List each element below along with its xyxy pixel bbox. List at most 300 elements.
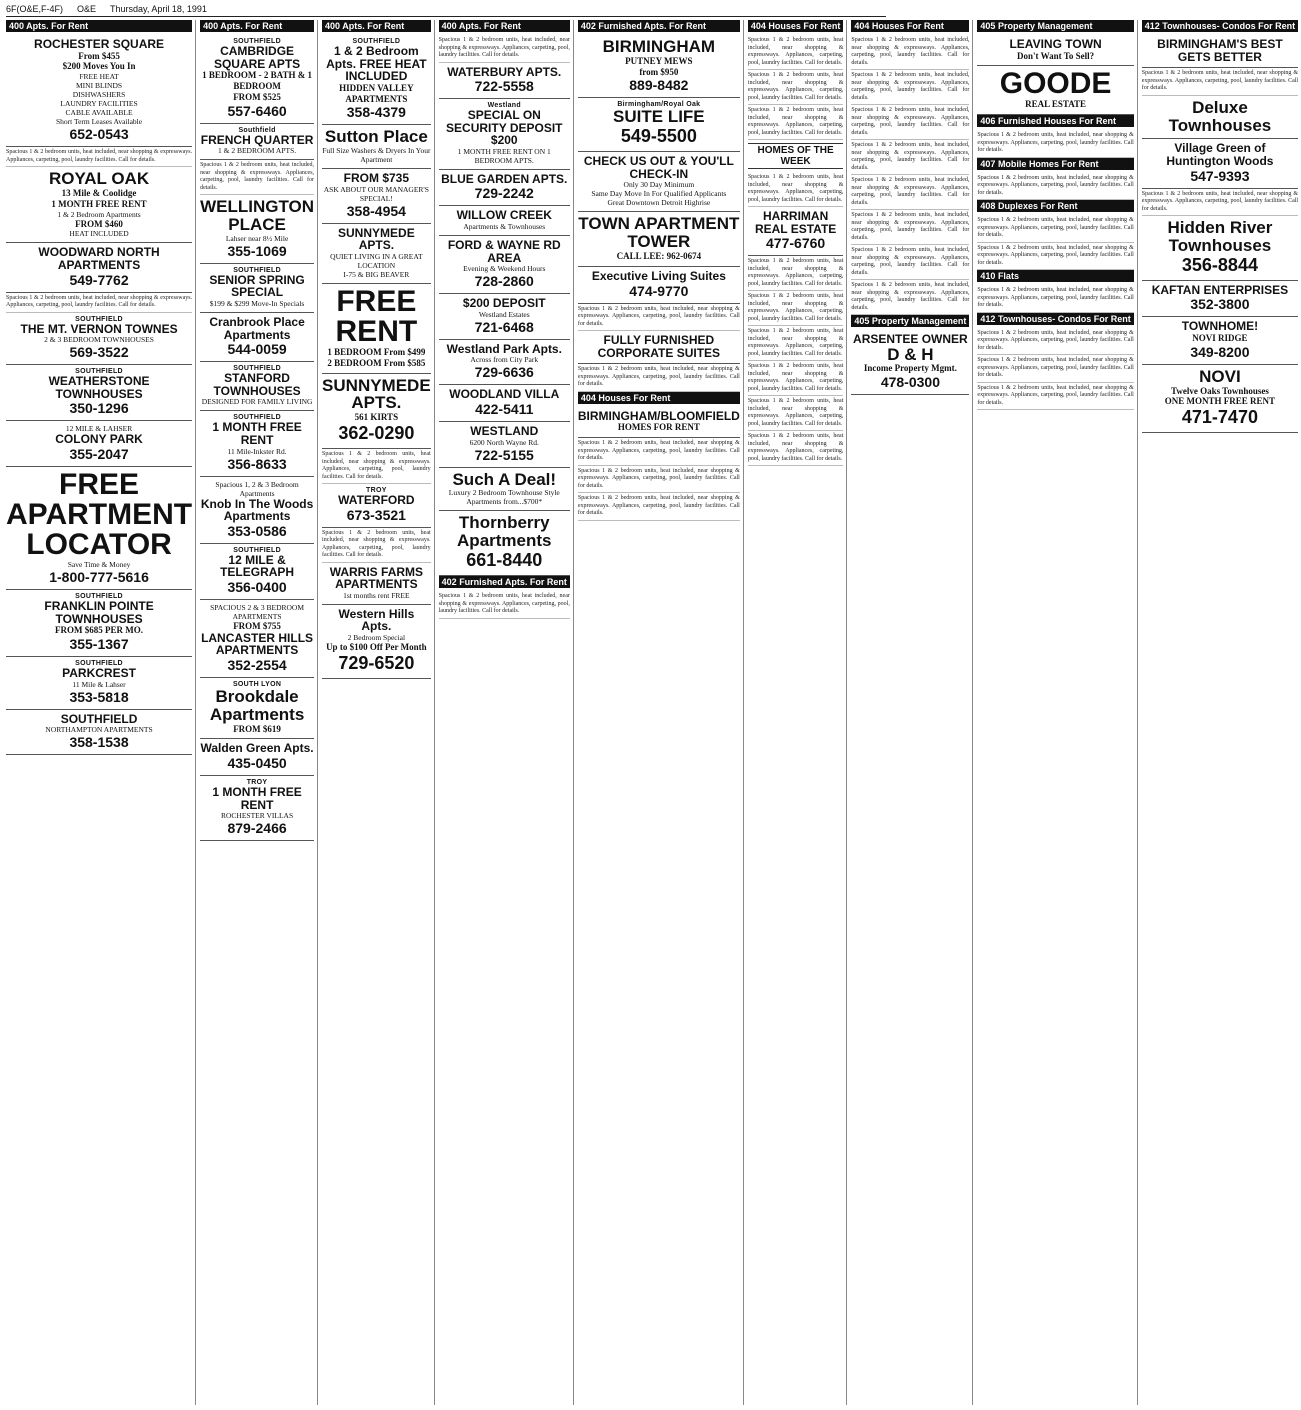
ad-blue-garden [439, 170, 570, 207]
ad-name: WEATHERSTONE TOWNHOUSES [48, 374, 150, 401]
ad-name: WOODWARD NORTH APARTMENTS [38, 245, 160, 273]
ad-name: THE MT. VERNON TOWNES [20, 321, 178, 336]
ad-phone: 722-5558 [474, 78, 534, 95]
ad-name: WESTLAND [470, 424, 539, 439]
classified-text: Spacious 1 & 2 bedroom units, heat included, near shopping & expressways. Appliances, carpeting, pool, laundry facilities. Call for details. [977, 243, 1133, 271]
ad-deluxe-townhouses [1142, 96, 1298, 140]
ad-ford-wayne [439, 236, 570, 294]
ad-phone: 353-5818 [69, 688, 129, 705]
ad-phone: 356-0400 [227, 578, 287, 595]
column-1 [6, 20, 196, 1405]
ad-line: DISHWASHERS [72, 90, 126, 100]
ad-inkster-free-rent [200, 411, 314, 476]
ad-name: Thornberry Apartments [457, 513, 552, 551]
ad-line: HOMES FOR RENT [617, 422, 700, 433]
column-5 [578, 20, 744, 1405]
ad-phone: 358-4379 [346, 104, 406, 121]
ad-line: Luxury 2 Bedroom Townhouse Style Apartments from...$700* [448, 488, 560, 507]
classified-text: Spacious 1 & 2 bedroom units, heat included, near shopping & expressways. Appliances, carpeting, pool, laundry facilities. Call for details. [977, 355, 1133, 383]
ad-phone: 356-8844 [1181, 254, 1258, 275]
ad-name: FREE RENT [335, 285, 418, 348]
ad-name: PARKCREST [62, 665, 136, 680]
ad-location: Westland [487, 102, 521, 110]
ad-name: SUNNYMEDE APTS. [322, 375, 431, 413]
ad-royal-oak [6, 167, 192, 243]
ad-name: FREE APARTMENT LOCATOR [6, 467, 193, 561]
ad-line: LAUNDRY FACILITIES [60, 99, 138, 109]
ad-line: MINI BLINDS [76, 81, 123, 91]
ad-phone: 358-1538 [69, 734, 129, 751]
ad-line: 2 & 3 BEDROOM TOWNHOUSES [44, 335, 154, 345]
ad-thornberry [439, 511, 570, 576]
ad-phone: 358-4954 [346, 202, 406, 219]
ad-line: REAL ESTATE [1025, 99, 1087, 110]
ad-line: Great Downtown Detroit Highrise [607, 198, 711, 208]
ad-line: 1 BEDROOM - 2 BATH & 1 BEDROOM [202, 70, 312, 91]
column-3 [322, 20, 435, 1405]
ad-woodward-north [6, 243, 192, 292]
ad-line: Evening & Weekend Hours [463, 264, 546, 274]
ad-name: BIRMINGHAM [602, 37, 716, 56]
ad-waterford [322, 484, 431, 528]
classified-text: Spacious 1 & 2 bedroom units, heat included, near shopping & expressways. Appliances, carpeting, pool, laundry facilities. Call for details. [748, 35, 844, 70]
ad-name: FORD & WAYNE RD AREA [447, 238, 561, 265]
ad-suite-life [578, 98, 740, 152]
ad-location: SOUTHFIELD [233, 365, 281, 373]
section-header: 406 Furnished Houses For Rent [977, 115, 1133, 127]
ad-line: $200 Moves You In [62, 61, 136, 72]
ad-name: KAFTAN ENTERPRISES [1151, 282, 1289, 297]
ad-phone: 879-2466 [227, 820, 287, 837]
ad-phone: 352-2554 [227, 656, 287, 673]
ad-leaving-town [977, 35, 1133, 66]
classified-text: Spacious 1 & 2 bedroom units, heat included, near shopping & expressways. Appliances, carpeting, pool, laundry facilities. Call for details. [748, 70, 844, 105]
ad-line: SPACIOUS 2 & 3 BEDROOM APARTMENTS [210, 602, 305, 621]
ad-line: NORTHAMPTON APARTMENTS [45, 725, 153, 735]
ad-location: TROY [246, 779, 268, 787]
ad-name: FROM $735 [343, 171, 410, 186]
ad-line: 1st months rent FREE [343, 590, 410, 600]
ad-line: from $950 [639, 66, 679, 77]
ad-name: Executive Living Suites [591, 268, 726, 283]
ad-phone: 471-7470 [1181, 407, 1258, 428]
paper-name: O&E [77, 4, 97, 14]
ad-line: FROM $460 [75, 218, 123, 229]
ad-phone: 352-3800 [1190, 296, 1250, 313]
section-header: 400 Apts. For Rent [200, 20, 314, 32]
ad-senior-spring [200, 264, 314, 313]
ad-birmingham-homes [578, 407, 740, 438]
ad-phone: 652-0543 [69, 126, 129, 143]
section-header: 400 Apts. For Rent [439, 20, 570, 32]
section-header: 407 Mobile Homes For Rent [977, 158, 1133, 170]
ad-phone: 353-0586 [227, 522, 287, 539]
ad-line: ONE MONTH FREE RENT [1164, 396, 1276, 407]
ad-line: FROM $755 [233, 620, 281, 631]
ad-name: Hidden River Townhouses [1167, 218, 1273, 255]
ad-phone: 1-800-777-5616 [49, 568, 149, 585]
section-header: 402 Furnished Apts. For Rent [439, 576, 570, 588]
classified-text: Spacious 1 & 2 bedroom units, heat included, near shopping & expressways. Appliances, carpeting, pool, laundry facilities. Call for details. [578, 304, 740, 332]
ad-birmingham-best [1142, 35, 1298, 68]
ad-line: Apartments & Townhouses [463, 222, 546, 232]
ad-line: FROM $685 PER MO. [55, 625, 144, 636]
ad-name: WATERBURY APTS. [447, 64, 562, 79]
ad-line: 12 MILE & LAHSER [65, 424, 133, 434]
classified-text: Spacious 1 & 2 bedroom units, heat included, near shopping & expressways. Appliances, carpeting, pool, laundry facilities. Call for details. [748, 105, 844, 140]
classified-text: Spacious 1 & 2 bedroom units, heat included, near shopping & expressways. Appliances, carpeting, pool, laundry facilities. Call for details. [6, 293, 192, 313]
ad-line: Income Property Mgmt. [863, 363, 957, 374]
ad-name: LANCASTER HILLS APARTMENTS [201, 630, 314, 658]
ad-name: WILLOW CREEK [456, 208, 552, 223]
classified-text: Spacious 1 & 2 bedroom units, heat included, near shopping & expressways. Appliances, carpeting, pool, laundry facilities. Call for details. [439, 591, 570, 619]
section-header: 404 Houses For Rent [851, 20, 969, 32]
ad-line: QUIET LIVING IN A GREAT LOCATION [330, 252, 423, 270]
ad-phone: 355-1069 [227, 242, 287, 259]
ad-phone: 349-8200 [1190, 343, 1250, 360]
ad-novi-ridge [1142, 317, 1298, 364]
section-label: 6F(O&E,F-4F) [6, 4, 64, 14]
classified-text: Spacious 1 & 2 bedroom units, heat included, near shopping & expressways. Appliances, carpeting, pool, laundry facilities. Call for details. [977, 383, 1133, 411]
ad-phone: 729-2242 [474, 185, 534, 202]
ad-line: 561 KIRTS [354, 412, 399, 423]
ad-line: Spacious 1, 2 & 3 Bedroom Apartments [215, 479, 299, 498]
ad-brookdale [200, 678, 314, 739]
ad-line: ROCHESTER VILLAS [220, 811, 294, 821]
column-4 [439, 20, 574, 1405]
ad-location: SOUTHFIELD [75, 368, 123, 376]
ad-rochester-square [6, 35, 192, 147]
classified-text: Spacious 1 & 2 bedroom units, heat included, near shopping & expressways. Appliances, carpeting, pool, laundry facilities. Call for details. [851, 175, 969, 210]
ad-executive-living [578, 267, 740, 304]
ad-line: Don't Want To Sell? [1017, 50, 1095, 61]
ad-line: Westland Estates [478, 309, 530, 319]
ad-line: Short Term Leases Available [56, 117, 143, 127]
ad-phone: 557-6460 [227, 102, 287, 119]
ad-phone: 549-7762 [69, 271, 129, 288]
ad-line: 1 & 2 BEDROOM APTS. [218, 146, 297, 156]
ad-location: Birmingham/Royal Oak [617, 101, 701, 109]
classified-text: Spacious 1 & 2 bedroom units, heat included, near shopping & expressways. Appliances, carpeting, pool, laundry facilities. Call for details. [977, 215, 1133, 243]
ad-line: FROM $525 [233, 91, 281, 102]
section-header: 400 Apts. For Rent [6, 20, 192, 32]
ad-western-hills [322, 605, 431, 679]
ad-phone: 355-2047 [69, 445, 129, 462]
classified-text: Spacious 1 & 2 bedroom units, heat included, near shopping & expressways. Appliances, carpeting, pool, laundry facilities. Call for details. [977, 173, 1133, 201]
ad-walden-green [200, 739, 314, 776]
ad-twelve-oaks [1142, 365, 1298, 433]
classified-text: Spacious 1 & 2 bedroom units, heat included, near shopping & expressways. Appliances, carpeting, pool, laundry facilities. Call for details. [977, 285, 1133, 313]
ad-phone: 673-3521 [346, 506, 406, 523]
ad-name: CHECK US OUT & YOU'LL CHECK-IN [583, 154, 734, 181]
ad-line: I-75 & BIG BEAVER [343, 270, 410, 279]
ad-phone: 729-6636 [474, 364, 534, 381]
ad-name: COLONY PARK [55, 432, 143, 447]
ad-name: $200 DEPOSIT [462, 296, 546, 311]
ad-name: SUITE LIFE [613, 107, 705, 127]
ad-line: Twelve Oaks Townhouses [1171, 385, 1269, 396]
ad-line: HEAT INCLUDED [69, 229, 129, 239]
ad-colony-park [6, 421, 192, 467]
ad-name: SENIOR SPRING SPECIAL [209, 272, 305, 300]
ad-line: ASK ABOUT OUR MANAGER'S SPECIAL! [323, 184, 429, 203]
ad-phone: 435-0450 [227, 755, 287, 772]
ad-line: 13 Mile & Coolidge [61, 188, 137, 199]
ad-name: HARRIMAN REAL ESTATE [754, 209, 837, 236]
ad-name: D & H [887, 344, 934, 364]
ad-phone: 362-0290 [338, 423, 415, 444]
ad-line: Up to $100 Off Per Month [326, 642, 427, 653]
ad-phone: 355-1367 [69, 635, 129, 652]
ad-line: Save Time & Money [67, 559, 131, 569]
ad-phone: 422-5411 [475, 401, 534, 418]
issue-date: Thursday, April 18, 1991 [110, 4, 207, 14]
ad-name: ARSENTEE OWNER [853, 332, 968, 346]
classified-text: Spacious 1 & 2 bedroom units, heat included, near shopping & expressways. Appliances, carpeting, pool, laundry facilities. Call for details. [322, 528, 431, 563]
ad-lancaster-hills [200, 600, 314, 678]
ad-line: Lahser near 8½ Mile [225, 233, 289, 243]
ad-westland-6200 [439, 422, 570, 468]
ad-phone: 350-1296 [69, 400, 129, 417]
ad-free-rent [322, 284, 431, 374]
classified-text: Spacious 1 & 2 bedroom units, heat included, near shopping & expressways. Appliances, carpeting, pool, laundry facilities. Call for details. [578, 466, 740, 494]
ad-franklin-pointe [6, 590, 192, 657]
classified-text: Spacious 1 & 2 bedroom units, heat included, near shopping & expressways. Appliances, carpeting, pool, laundry facilities. Call for details. [851, 140, 969, 175]
ad-harriman [748, 207, 844, 256]
ad-location: SOUTHFIELD [233, 546, 281, 554]
ad-name: 1 MONTH FREE RENT [212, 420, 302, 448]
column-9 [1142, 20, 1301, 1405]
ad-name: ROCHESTER SQUARE [34, 37, 165, 51]
ad-town-apartment-tower [578, 212, 740, 266]
ad-line: Full Size Washers & Dryers In Your Apartment [322, 146, 431, 165]
classified-text: Spacious 1 & 2 bedroom units, heat included, near shopping & expressways. Appliances, carpeting, pool, laundry facilities. Call for details. [578, 493, 740, 521]
ad-location: SOUTHFIELD [233, 38, 281, 45]
ad-name: TOWNHOME! [1181, 319, 1259, 334]
ad-security-deposit [439, 99, 570, 170]
ad-line: Only 30 Day Minimum [623, 180, 695, 190]
ad-mt-vernon [6, 313, 192, 366]
classified-text: Spacious 1 & 2 bedroom units, heat included, near shopping & expressways. Appliances, carpeting, pool, laundry facilities. Call for details. [748, 326, 844, 361]
ad-name: TOWN APARTMENT TOWER [578, 214, 740, 252]
ad-sunnymede-2 [322, 374, 431, 449]
classified-text: Spacious 1 & 2 bedroom units, heat included, near shopping & expressways. Appliances, carpeting, pool, laundry facilities. Call for details. [851, 70, 969, 105]
ad-location: SOUTHFIELD [233, 414, 281, 422]
classified-text: Spacious 1 & 2 bedroom units, heat included, near shopping & expressways. Appliances, carpeting, pool, laundry facilities. Call for details. [200, 160, 314, 195]
classified-text: Spacious 1 & 2 bedroom units, heat included, near shopping & expressways. Appliances, carpeting, pool, laundry facilities. Call for details. [748, 396, 844, 431]
ad-rochester-villas [200, 776, 314, 841]
section-header: 412 Townhouses- Condos For Rent [977, 313, 1133, 325]
column-8 [977, 20, 1137, 1405]
ad-location: SOUTH LYON [232, 680, 282, 688]
ad-name: ROYAL OAK [48, 169, 150, 189]
section-header: 410 Flats [977, 270, 1133, 282]
ad-woodland-villa [439, 385, 570, 422]
ad-location: SOUTHFIELD [75, 592, 123, 600]
section-header: 404 Houses For Rent [578, 392, 740, 404]
classified-text: Spacious 1 & 2 bedroom units, heat included, near shopping & expressways. Appliances, carpeting, pool, laundry facilities. Call for details. [1142, 189, 1298, 217]
classified-text: Spacious 1 & 2 bedroom units, heat included, near shopping & expressways. Appliances, carpeting, pool, laundry facilities. Call for details. [1142, 68, 1298, 96]
ad-line: Same Day Move In For Qualified Applicants [591, 189, 727, 199]
ad-name: BIRMINGHAM/BLOOMFIELD [577, 408, 740, 423]
ad-name: Walden Green Apts. [200, 741, 314, 756]
ad-check-us-out [578, 152, 740, 212]
section-header: 408 Duplexes For Rent [977, 200, 1133, 212]
ad-line: From $455 [78, 50, 120, 61]
classified-text: Spacious 1 & 2 bedroom units, heat included, near shopping & expressways. Appliances, carpeting, pool, laundry facilities. Call for details. [851, 245, 969, 280]
ad-name: FRENCH QUARTER [200, 132, 314, 147]
ad-line: NOVI RIDGE [1192, 332, 1248, 343]
ad-phone: 889-8482 [629, 77, 689, 94]
ad-name: GOODE [999, 67, 1112, 101]
classified-text: Spacious 1 & 2 bedroom units, heat included, near shopping & expressways. Appliances, carpeting, pool, laundry facilities. Call for details. [851, 105, 969, 140]
ad-line: $199 & $299 Move-In Specials [209, 299, 305, 309]
ad-cambridge-square [200, 35, 314, 124]
ad-weatherstone [6, 365, 192, 421]
classified-text: Spacious 1 & 2 bedroom units, heat included, near shopping & expressways. Appliances, carpeting, pool, laundry facilities. Call for details. [578, 364, 740, 392]
classified-text: Spacious 1 & 2 bedroom units, heat included, near shopping & expressways. Appliances, carpeting, pool, laundry facilities. Call for details. [748, 431, 844, 466]
ad-name: LEAVING TOWN [1009, 37, 1102, 51]
ad-french-quarter [200, 124, 314, 161]
ad-name: WELLINGTON PLACE [200, 197, 315, 235]
ad-kaftan [1142, 281, 1298, 318]
ad-line: 11 Mile-Inkster Rd. [227, 446, 287, 456]
classified-text: Spacious 1 & 2 bedroom units, heat included, near shopping & expressways. Appliances, carpeting, pool, laundry facilities. Call for details. [748, 256, 844, 291]
classified-text: Spacious 1 & 2 bedroom units, heat included, near shopping & expressways. Appliances, carpeting, pool, laundry facilities. Call for details. [748, 361, 844, 396]
ad-line: 1 MONTH FREE RENT [51, 198, 147, 209]
ad-location: SOUTHFIELD [75, 659, 123, 667]
classified-text: Spacious 1 & 2 bedroom units, heat included, near shopping & expressways. Appliances, carpeting, pool, laundry facilities. Call for details. [851, 35, 969, 70]
ad-name: 1 & 2 Bedroom Apts. FREE HEAT INCLUDED [326, 44, 427, 84]
ad-waterbury [439, 63, 570, 100]
ad-line: Across from City Park [470, 355, 539, 365]
column-7 [851, 20, 973, 1405]
ad-westland-park [439, 340, 570, 386]
ad-phone: 478-0300 [880, 374, 940, 391]
ad-line: FROM $619 [233, 723, 281, 734]
classified-columns [6, 20, 1299, 1405]
ad-phone: CALL LEE: 962-0674 [616, 251, 702, 262]
ad-phone: 477-6760 [766, 235, 826, 252]
ad-location: SOUTHFIELD [352, 38, 401, 45]
ad-name: WOODLAND VILLA [449, 387, 560, 402]
ad-location: SOUTHFIELD [233, 266, 281, 274]
ad-knob-in-woods [200, 477, 314, 544]
ad-name: Cranbrook Place Apartments [209, 315, 305, 342]
ad-name: Village Green of Huntington Woods [1166, 141, 1274, 168]
ad-cranbrook-place [200, 313, 314, 362]
ad-name: Such A Deal! [452, 469, 557, 489]
ad-phone: 549-5500 [620, 126, 697, 147]
ad-name: WARRIS FARMS APARTMENTS [329, 564, 424, 592]
ad-hidden-river [1142, 216, 1298, 281]
homes-of-week-header: HOMES OF THE WEEK [748, 143, 844, 169]
ad-location: SOUTHFIELD [75, 315, 123, 323]
classified-text: Spacious 1 & 2 bedroom units, heat included, near shopping & expressways. Appliances, carpeting, pool, laundry facilities. Call for details. [322, 449, 431, 484]
classified-text: Spacious 1 & 2 bedroom units, heat included, near shopping & expressways. Appliances, carpeting, pool, laundry facilities. Call for details. [748, 172, 844, 207]
ad-line: 2 Bedroom Special [347, 633, 406, 643]
ad-name: SPECIAL ON SECURITY DEPOSIT $200 [446, 108, 563, 148]
ad-phone: 474-9770 [629, 282, 689, 299]
ad-name: WATERFORD [338, 493, 415, 508]
ad-name: 12 MILE & TELEGRAPH [220, 552, 295, 580]
section-header: 404 Houses For Rent [748, 20, 844, 32]
ad-phone: 721-6468 [474, 318, 534, 335]
ad-12-mile-telegraph [200, 544, 314, 600]
ad-name: BIRMINGHAM'S BEST GETS BETTER [1157, 37, 1283, 64]
ad-name: BLUE GARDEN APTS. [441, 171, 568, 186]
ad-line: 2 BEDROOM From $585 [327, 357, 426, 368]
ad-line: HIDDEN VALLEY APARTMENTS [339, 82, 414, 104]
classified-text: Spacious 1 & 2 bedroom units, heat included, near shopping & expressways. Appliances, carpeting, pool, laundry facilities. Call for details. [439, 35, 570, 63]
ad-name: Knob In The Woods Apartments [200, 496, 314, 524]
ad-northampton [6, 710, 192, 756]
ad-name: CAMBRIDGE SQUARE APTS [213, 44, 301, 71]
ad-such-a-deal [439, 468, 570, 512]
ad-phone: 661-8440 [466, 550, 543, 571]
ad-line: CABLE AVAILABLE [65, 108, 133, 118]
ad-location: TROY [366, 487, 387, 495]
classified-text: Spacious 1 & 2 bedroom units, heat included, near shopping & expressways. Appliances, carpeting, pool, laundry facilities. Call for details. [6, 147, 192, 167]
ad-d-and-h [851, 330, 969, 395]
classified-text: Spacious 1 & 2 bedroom units, heat included, near shopping & expressways. Appliances, carpeting, pool, laundry facilities. Call for details. [977, 328, 1133, 356]
ad-wellington-place [200, 195, 314, 264]
ad-name: Sutton Place [324, 127, 428, 147]
masthead [6, 2, 886, 17]
ad-phone: 547-9393 [1190, 167, 1250, 184]
ad-village-green [1142, 139, 1298, 188]
ad-phone: 729-6520 [338, 652, 415, 673]
ad-putney-mews [578, 35, 740, 98]
ad-name: Deluxe Townhouses [1168, 97, 1272, 135]
ad-line: DESIGNED FOR FAMILY LIVING [201, 397, 313, 407]
classified-text: Spacious 1 & 2 bedroom units, heat included, near shopping & expressways. Appliances, carpeting, pool, laundry facilities. Call for details. [851, 280, 969, 315]
ad-warris-farms [322, 563, 431, 605]
section-header: 402 Furnished Apts. For Rent [578, 20, 740, 32]
ad-name: FULLY FURNISHED CORPORATE SUITES [597, 333, 721, 360]
ad-fully-furnished [578, 331, 740, 364]
ad-name: 1 MONTH FREE RENT [212, 785, 302, 812]
ad-phone: 728-2860 [474, 273, 534, 290]
ad-phone: 569-3522 [69, 344, 129, 361]
ad-hidden-valley [322, 35, 431, 125]
ad-phone: 722-5155 [474, 446, 534, 463]
classified-text: Spacious 1 & 2 bedroom units, heat included, near shopping & expressways. Appliances, carpeting, pool, laundry facilities. Call for details. [851, 210, 969, 245]
classified-text: Spacious 1 & 2 bedroom units, heat included, near shopping & expressways. Appliances, carpeting, pool, laundry facilities. Call for details. [977, 130, 1133, 158]
ad-line: 1 BEDROOM From $499 [327, 347, 426, 357]
classified-text: Spacious 1 & 2 bedroom units, heat included, near shopping & expressways. Appliances, carpeting, pool, laundry facilities. Call for details. [578, 438, 740, 466]
ad-sutton-place [322, 125, 431, 169]
section-header: 400 Apts. For Rent [322, 20, 431, 32]
ad-managers-special [322, 169, 431, 224]
classified-text: Spacious 1 & 2 bedroom units, heat included, near shopping & expressways. Appliances, carpeting, pool, laundry facilities. Call for details. [748, 291, 844, 326]
ad-stanford [200, 362, 314, 411]
ad-westland-estates [439, 294, 570, 340]
ad-sunnymede-1 [322, 224, 431, 284]
section-header: 405 Property Management [977, 20, 1133, 32]
ad-name: NOVI [1199, 366, 1241, 386]
ad-name: FRANKLIN POINTE TOWNHOUSES [44, 598, 154, 626]
ad-phone: 544-0059 [227, 341, 287, 358]
ad-name: SUNNYMEDE APTS. [338, 225, 415, 253]
ad-line: 1 MONTH FREE RENT ON 1 BEDROOM APTS. [457, 146, 551, 165]
ad-parkcrest [6, 657, 192, 710]
column-6 [748, 20, 848, 1405]
ad-name: Western Hills Apts. [338, 606, 415, 634]
ad-name: SOUTHFIELD [60, 711, 138, 726]
ad-name: STANFORD TOWNHOUSES [213, 371, 301, 398]
ad-line: 11 Mile & Lahser [72, 679, 126, 689]
